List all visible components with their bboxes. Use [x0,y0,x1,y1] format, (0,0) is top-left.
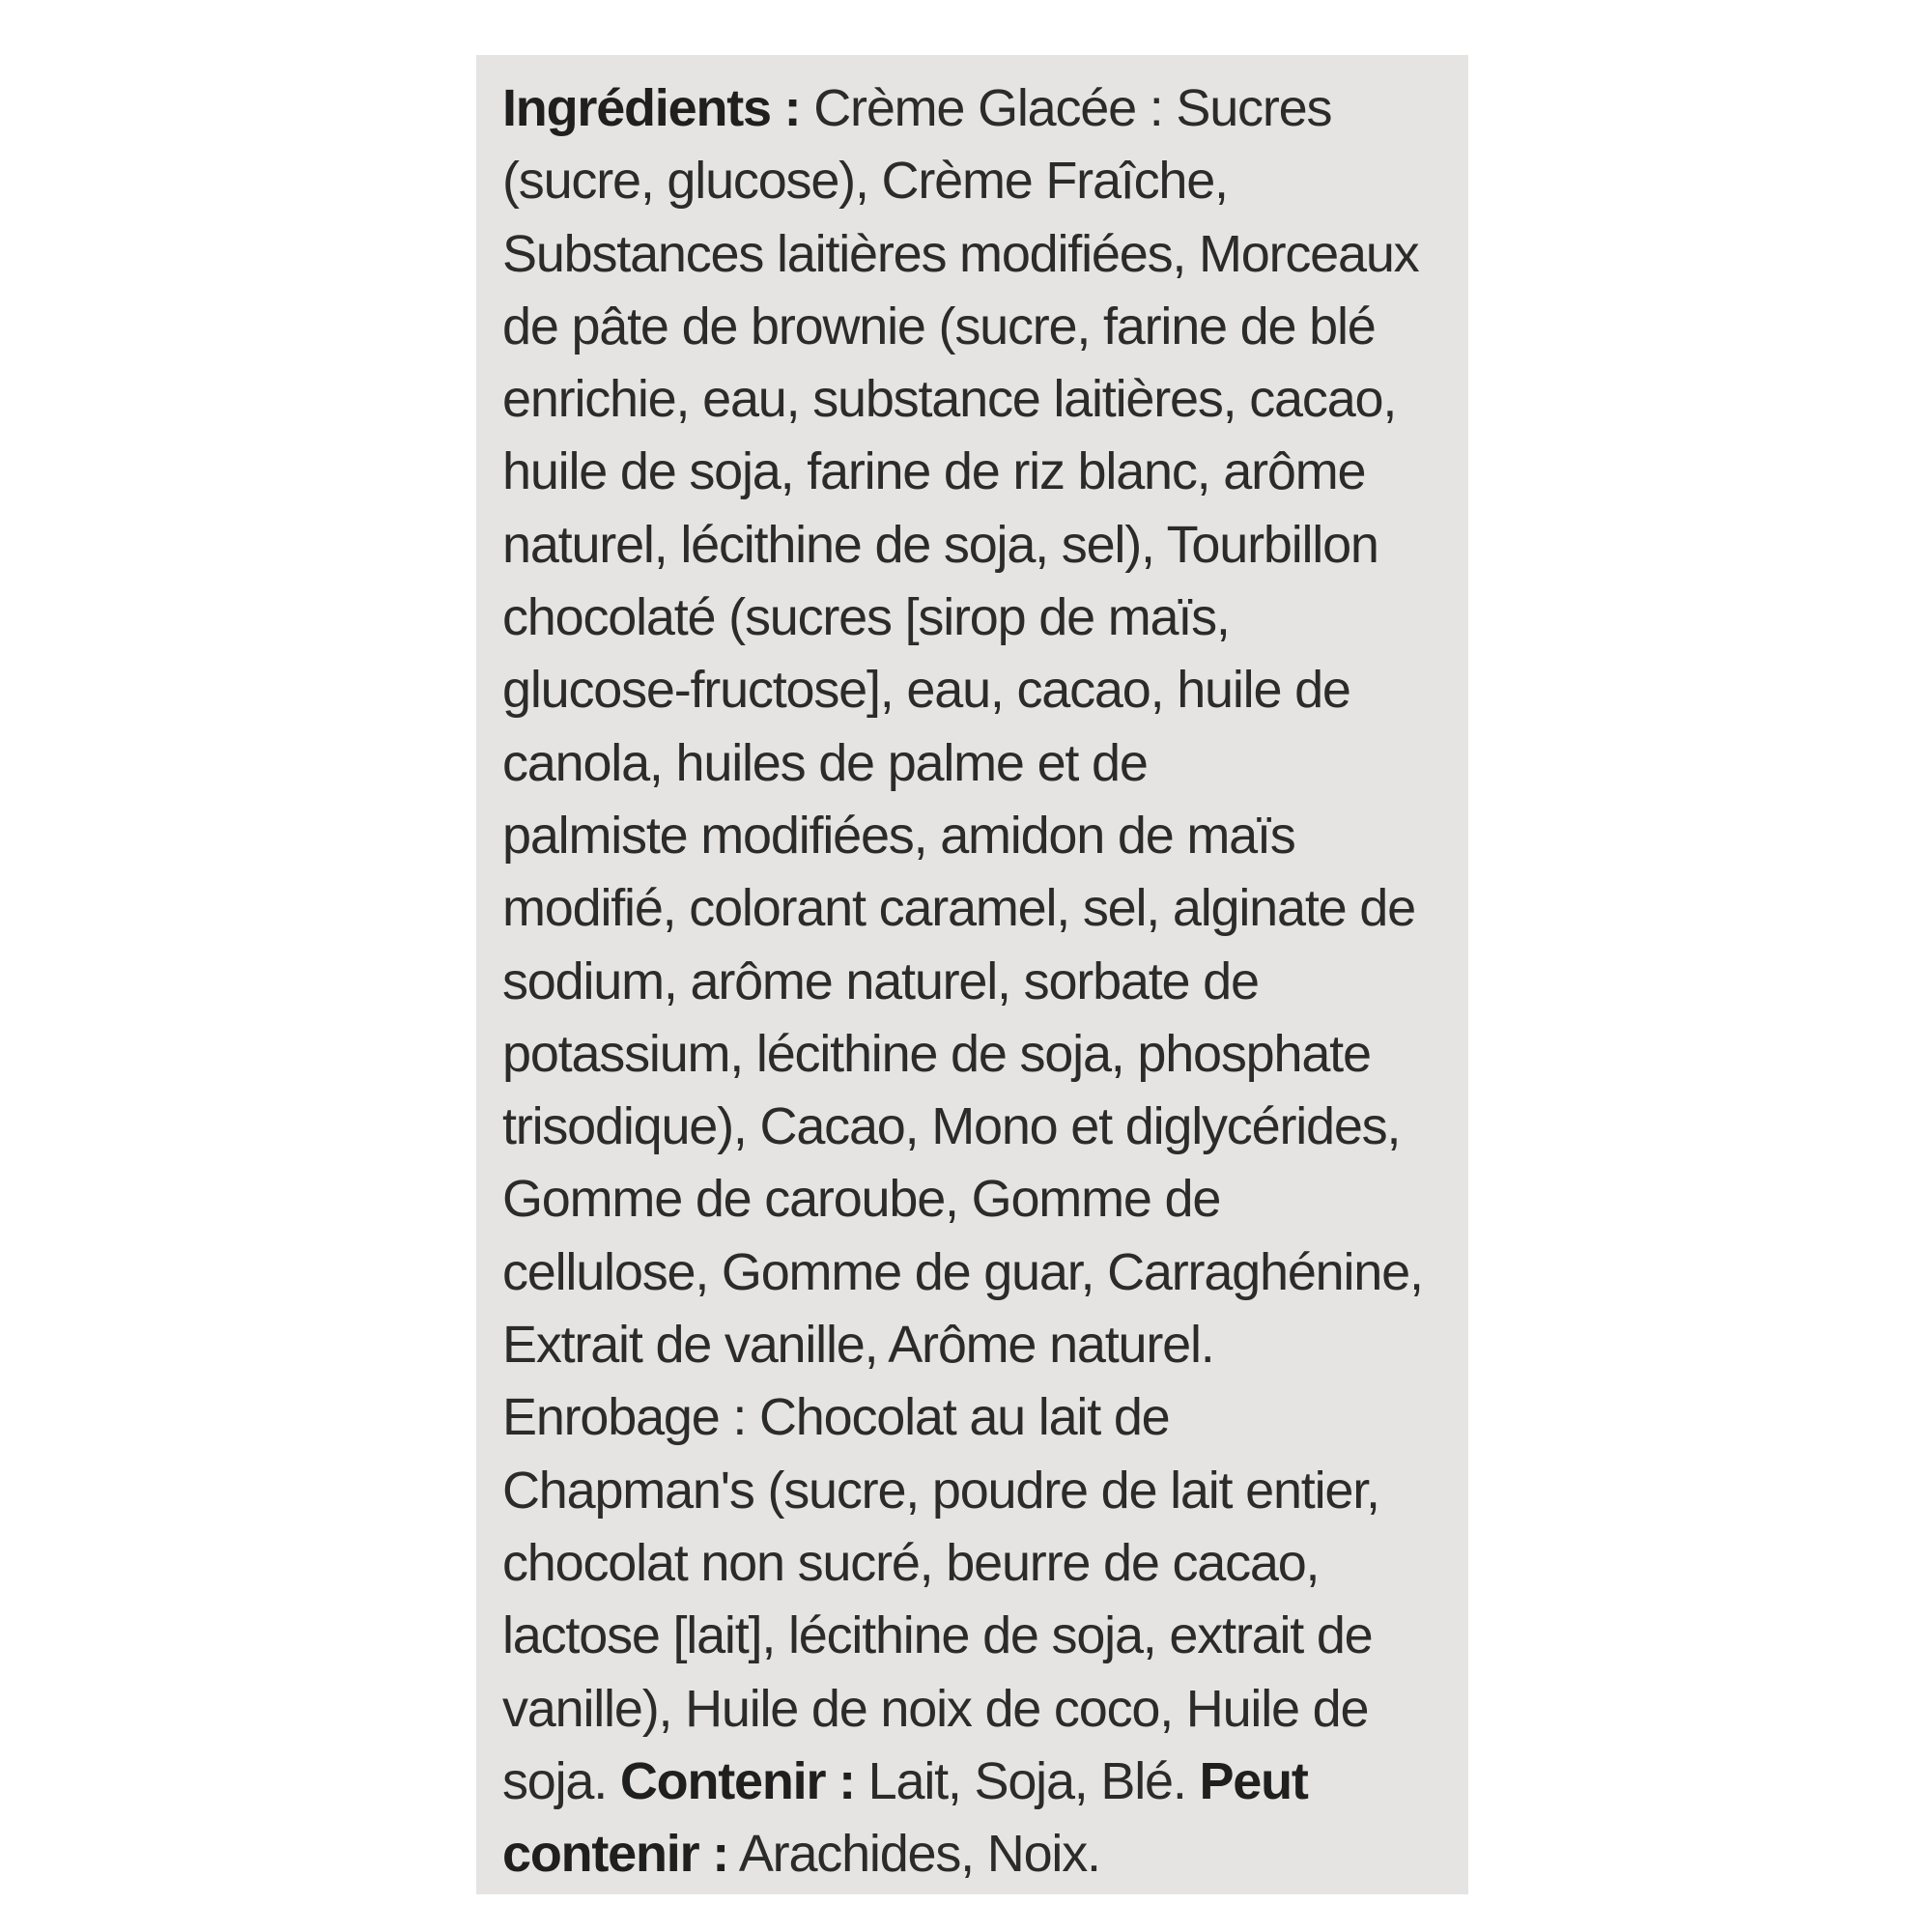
ingredient-line [502,72,1459,145]
ingredient-line [502,800,1459,872]
ingredient-line [502,1236,1459,1309]
ingredient-line [502,727,1459,800]
ingredient-line [502,1818,1459,1890]
ingredient-line [502,582,1459,654]
text-segment: Lait, Soja, Blé. [854,1751,1200,1810]
ingredient-line [502,1163,1459,1236]
bold-segment: contenir : [502,1825,729,1884]
bold-segment: Contenir : [619,1751,855,1810]
text-segment: vanille), Huile de noix de coco, Huile de [502,1679,1369,1738]
text-segment: cellulose, Gomme de guar, Carraghénine, [502,1242,1423,1301]
text-segment: naturel, lécithine de soja, sel), Tourbillon [502,515,1378,574]
text-segment: enrichie, eau, substance laitières, cacao, [502,370,1397,429]
ingredient-line [502,436,1459,508]
ingredient-line [502,1673,1459,1746]
ingredient-line [502,1091,1459,1163]
ingredient-line [502,1746,1459,1818]
bold-segment: Peut [1199,1751,1308,1810]
text-segment: Extrait de vanille, Arôme naturel. [502,1316,1214,1375]
text-segment: Chapman's (sucre, poudre de lait entier, [502,1461,1379,1520]
ingredient-line [502,654,1459,726]
text-segment: (sucre, glucose), Crème Fraîche, [502,152,1228,211]
ingredient-line [502,872,1459,945]
text-segment: Enrobage : Chocolat au lait de [502,1388,1170,1447]
text-segment: glucose-fructose], eau, cacao, huile de [502,661,1350,720]
text-segment: lactose [lait], lécithine de soja, extrait de [502,1606,1373,1665]
text-segment: de pâte de brownie (sucre, farine de blé [502,297,1376,355]
bold-segment: Ingrédients : [502,79,801,137]
ingredient-line [502,363,1459,436]
ingredient-line [502,1527,1459,1600]
ingredient-line [502,218,1459,291]
ingredients-text [502,72,1459,1890]
text-segment: soja. [502,1751,620,1810]
text-segment: huile de soja, farine de riz blanc, arôme [502,442,1366,501]
text-segment: Crème Glacée : Sucres [800,79,1332,137]
text-segment: sodium, arôme naturel, sorbate de [502,952,1259,1010]
ingredient-line [502,1309,1459,1381]
ingredient-line [502,145,1459,217]
text-segment: Substances laitières modifiées, Morceaux [502,224,1419,283]
ingredient-line [502,1381,1459,1454]
ingredient-line [502,1018,1459,1091]
ingredient-line [502,291,1459,363]
text-segment: trisodique), Cacao, Mono et diglycérides, [502,1097,1401,1156]
text-segment: palmiste modifiées, amidon de maïs [502,806,1295,865]
text-segment: modifié, colorant caramel, sel, alginate de [502,879,1415,938]
text-segment: potassium, lécithine de soja, phosphate [502,1024,1371,1083]
text-segment: Gomme de caroube, Gomme de [502,1170,1221,1229]
text-segment: Arachides, Noix. [728,1825,1100,1884]
ingredient-line [502,946,1459,1018]
text-segment: canola, huiles de palme et de [502,733,1148,792]
text-segment: chocolaté (sucres [sirop de maïs, [502,588,1230,647]
ingredient-line [502,1600,1459,1672]
ingredient-line [502,1455,1459,1527]
ingredients-label-panel [476,55,1468,1894]
text-segment: chocolat non sucré, beurre de cacao, [502,1533,1320,1592]
ingredient-line [502,509,1459,582]
